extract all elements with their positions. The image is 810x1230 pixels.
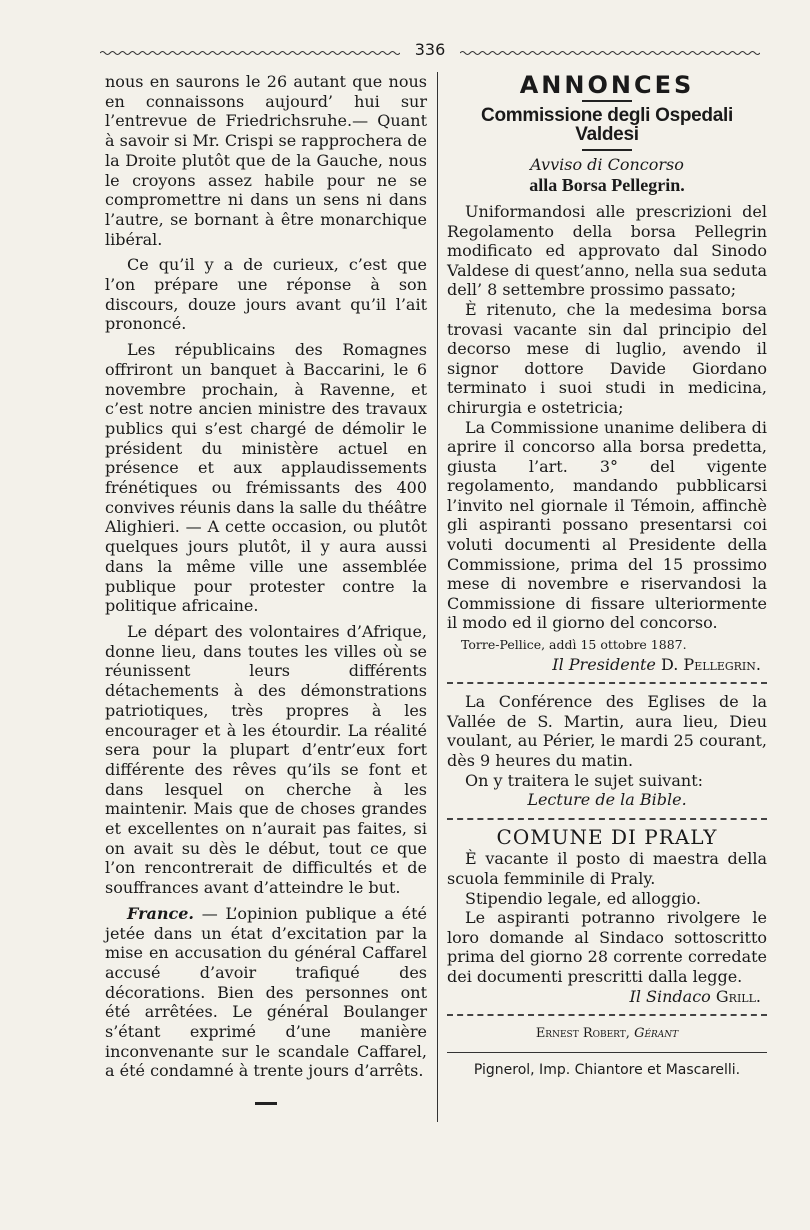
signature-role: Il Presidente — [552, 654, 656, 674]
page-number: 336 — [414, 40, 446, 59]
page-header — [100, 40, 760, 64]
printer-line: Pignerol, Imp. Chiantore et Mascarelli. — [473, 1061, 741, 1078]
wavy-rule-right — [460, 50, 760, 56]
conference-topic-intro: On y traitera le sujet suivant: — [465, 770, 704, 790]
praly-paragraph-aspiranti: Le aspiranti potranno rivolgere le loro domande al Sindaco sottoscritto prima del giorno 28 corrente corredate dei documenti prescritti dalla legge. — [447, 908, 767, 986]
paragraph-delibera: La Commissione unanime delibera di aprire il concorso alla borsa predetta, giusta l’art. 3° del vigente regolamento, mandando pubblicarsi l’invito nel giornale il Témoin, affinchè gli aspiranti possano presentarsi coi voluti documenti al Presidente della Commissione, prima del 15 prossimo mese di novembre e riservandosi la Commissione di fissare ulteriormente il modo ed il giorno del concorso. — [447, 417, 767, 633]
left-column — [105, 72, 427, 1087]
paragraph-uniformandosi: Uniformandosi alle prescrizioni del Regolamento della borsa Pellegrin modificato ed approvato dal Sinodo Valdese di quest’anno, nella sua seduta dell’ 8 settembre prossimo passato; — [447, 201, 767, 300]
paragraph-conference: La Conférence des Eglises de la Vallée de S. Martin, aura lieu, Dieu voulant, au Périer, le mardi 25 courant, dès 9 heures du matin. — [447, 692, 767, 770]
footer-rule — [447, 1052, 767, 1053]
signature-name: D. Pellegrin. — [661, 654, 761, 674]
paragraph-ritenuto: È ritenuto, che la medesima borsa trovasi vacante sin dal principio del decorso mese di luglio, avendo il signor dottore Davide Giordano terminato i suoi studi in medicina, chirurgia e ostetricia; — [447, 299, 767, 417]
praly-paragraph-vacante: È vacante il posto di maestra della scuola femminile di Praly. — [447, 849, 767, 888]
praly-title: COMUNE DI PRALY — [496, 824, 718, 849]
paragraph-france — [105, 904, 427, 1081]
short-rule — [582, 149, 632, 151]
section-separator — [447, 682, 767, 684]
paragraph-crispi: nous en saurons le 26 autant que nous en connaissons aujourd’ hui sur l’entrevue de Friedrichsruhe.— Quant à savoir si Mr. Crispi se rapprochera de la Droite plutôt que de la Gauche, nous le croyons assez habile pour ne se compromettre ni dans un sens ni dans l’autre, se bornant à être monarchique libéral. — [105, 72, 427, 249]
paragraph-republicains: Les républicains des Romagnes offriront un banquet à Baccarini, le 6 novembre prochain, à Ravenne, et c’est notre ancien ministre des travaux publics qui s’est chargé de démolir le président du ministère actuel en présence et aux applaudissements frénétiques ou frémissants des 400 convives réunis dans la salle du théâtre Alighieri. — A cette occasion, ou plutôt quelques jours plutôt, il y aura aussi dans la même ville une assemblée publique pour protester contre la politique africaine. — [105, 340, 427, 616]
annonces-title: ANNONCES — [519, 71, 695, 99]
gerant-role: Gérant — [634, 1026, 679, 1042]
paragraph-discours: Ce qu’il y a de curieux, c’est que l’on prépare une réponse à son discours, douze jours avant qu’il l’ait prononcé. — [105, 255, 427, 334]
right-column — [447, 72, 767, 1088]
borsa-heading: alla Borsa Pellegrin. — [529, 175, 685, 196]
sindaco-signature — [447, 987, 761, 1007]
wavy-rule-left — [100, 50, 400, 56]
end-dash — [255, 1102, 277, 1105]
france-label: France. — [127, 903, 194, 923]
section-separator — [447, 818, 767, 820]
france-text: — L’opinion publique a été jetée dans un état d’excitation par la mise en accusation du général Caffarel accusé d’avoir trafiqué des décorations. Bien des personnes ont été arrêtées. Le général Boulanger s’étant exprimé d’une manière inconvenante sur le scandale Caffarel, a été condamné à trente jours d’arrêts. — [105, 903, 427, 1081]
conference-topic: Lecture de la Bible. — [527, 790, 687, 810]
commission-title: Commissione degli Ospedali Valdesi — [481, 104, 733, 146]
paragraph-volontaires: Le départ des volontaires d’Afrique, donne lieu, dans toutes les villes où se réunissent leurs différents détachements à des démonstrations patriotiques, très propres à les encourager et à les étourdir. La réalité sera pour la plupart d’entr’eux fort différente des rêves qu’ils se font et dans lesquel on cherche à les maintenir. Mais que de choses grandes et excellentes on n’aurait pas faites, si on avait su dès le début, tout ce que l’on rencontrerait de difficultés et de souffrances avant d’atteindre le but. — [105, 621, 427, 898]
short-rule — [582, 100, 632, 102]
column-divider — [437, 72, 438, 1122]
dateline: Torre-Pellice, addì 15 ottobre 1887. — [461, 637, 687, 653]
sindaco-role: Il Sindaco — [629, 986, 711, 1006]
gerant-name: Ernest Robert — [535, 1026, 626, 1042]
gerant-line: Ernest Robert, Gérant — [535, 1026, 679, 1042]
section-separator — [447, 1014, 767, 1016]
sindaco-name: Grill. — [715, 986, 761, 1006]
presidente-signature — [447, 655, 761, 675]
avviso-heading: Avviso di Concorso — [530, 154, 684, 174]
praly-paragraph-stipendio: Stipendio legale, ed alloggio. — [465, 888, 701, 908]
